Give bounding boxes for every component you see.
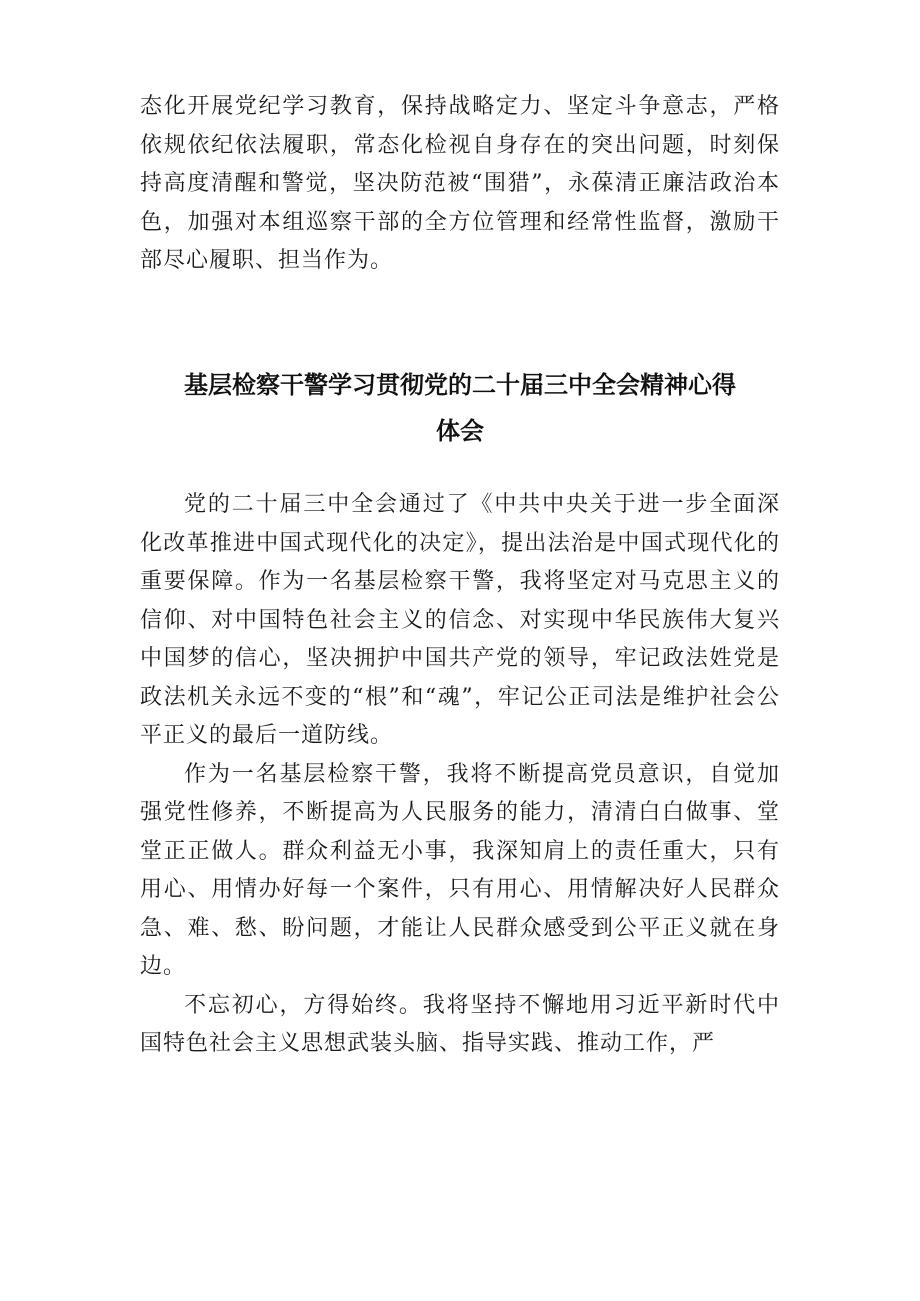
article-title	[140, 362, 780, 454]
article-body	[140, 486, 780, 1064]
body-paragraph-2: 作为一名基层检察干警，我将不断提高党员意识，自觉加强党性修养，不断提高为人民服务的能力，清清白白做事、堂堂正正做人。群众利益无小事，我深知肩上的责任重大，只有用心、用情办好每一个案件，只有用心、用情解决好人民群众急、难、愁、盼问题，才能让人民群众感受到公平正义就在身边。	[140, 761, 780, 979]
body-paragraph-3: 不忘初心，方得始终。我将坚持不懈地用习近平新时代中国特色社会主义思想武装头脑、指导实践、推动工作，严	[140, 992, 780, 1056]
article-title-line1: 基层检察干警学习贯彻党的二十届三中全会精神心得	[184, 371, 736, 399]
article-title-line2: 体会	[436, 417, 484, 445]
body-paragraph-1: 党的二十届三中全会通过了《中共中央关于进一步全面深化改革推进中国式现代化的决定》，提出法治是中国式现代化的重要保障。作为一名基层检察干警，我将坚定对马克思主义的信仰、对中国特色社会主义的信念、对实现中华民族伟大复兴中国梦的信心，坚决拥护中国共产党的领导，牢记政法姓党是政法机关永远不变的“根”和“魂”，牢记公正司法是维护社会公平正义的最后一道防线。	[140, 492, 780, 748]
continuation-paragraph: 态化开展党纪学习教育，保持战略定力、坚定斗争意志，严格依规依纪依法履职，常态化检视自身存在的突出问题，时刻保持高度清醒和警觉，坚决防范被“围猎”，永葆清正廉洁政治本色，加强对本组巡察干部的全方位管理和经常性监督，激励干部尽心履职、担当作为。	[140, 94, 780, 273]
